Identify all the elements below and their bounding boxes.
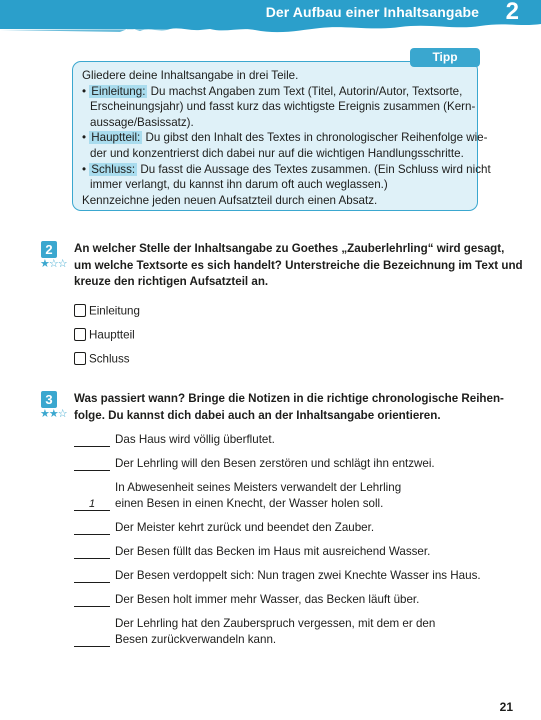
item-text: einen Besen in einen Knecht, der Wasser holen soll. [115, 497, 384, 510]
task-number-badge: 3 [41, 391, 57, 408]
task-number-badge: 2 [41, 241, 57, 258]
item-text: In Abwesenheit seines Meisters verwandelt der Lehrling [115, 481, 402, 494]
page-number: 21 [499, 700, 513, 714]
answer-blank[interactable] [74, 592, 110, 607]
question-line: folge. Du kannst dich dabei auch an der Inhaltsangabe orientieren. [74, 408, 441, 422]
option-hauptteil[interactable] [74, 328, 135, 344]
answer-blank[interactable] [74, 520, 110, 535]
option-schluss[interactable] [74, 352, 130, 368]
answer-blank[interactable] [74, 632, 110, 647]
highlight-schluss: Schluss: [91, 162, 136, 176]
question-line: An welcher Stelle der Inhaltsangabe zu Goethes „Zauberlehrling“ wird gesagt, [74, 242, 505, 255]
tip-line [82, 130, 488, 146]
task2-question [74, 241, 523, 291]
question-line: um welche Textsorte es sich handelt? Unterstreiche die Bezeichnung im Text und [74, 258, 523, 272]
item-text: Besen zurückverwandeln kann. [115, 633, 277, 646]
tip-label: Tipp [410, 48, 480, 67]
difficulty-stars: ★★☆ [40, 408, 67, 420]
difficulty-stars: ★☆☆ [40, 258, 67, 270]
chapter-title: Der Aufbau einer Inhaltsangabe [265, 4, 479, 20]
chapter-number: 2 [505, 0, 519, 25]
tip-text [82, 68, 491, 208]
bullet: • [82, 131, 90, 145]
tip-line [82, 162, 491, 178]
tip-line: der und konzentrierst dich dabei nur auf die wichtigen Handlungsschritte. [90, 146, 464, 160]
question-line: Was passiert wann? Bringe die Notizen in die richtige chronologische Reihen- [74, 392, 504, 405]
highlight-einleitung: Einleitung: [91, 84, 146, 98]
answer-blank[interactable] [74, 456, 110, 471]
item-text: Der Besen holt immer mehr Wasser, das Becken läuft über. [115, 593, 420, 606]
tip-line: Kennzeichne jeden neuen Aufsatzteil durch einen Absatz. [82, 193, 378, 207]
item-text: Der Besen füllt das Becken im Haus mit ausreichend Wasser. [115, 545, 431, 558]
item-text: Der Meister kehrt zurück und beendet den Zauber. [115, 521, 375, 534]
answer-blank[interactable] [74, 568, 110, 583]
answer-blank[interactable] [74, 544, 110, 559]
question-line: kreuze den richtigen Aufsatzteil an. [74, 275, 269, 289]
tip-line: aussage/Basissatz). [90, 115, 194, 129]
tip-line: Erscheinungsjahr) und fasst kurz das wichtigste Ereignis zusammen (Kern- [90, 100, 476, 114]
item-text: Der Besen verdoppelt sich: Nun tragen zwei Knechte Wasser ins Haus. [115, 569, 481, 582]
header-band [0, 0, 541, 38]
item-text: Der Lehrling will den Besen zerstören und schlägt ihn entzwei. [115, 457, 435, 470]
task3-question [74, 391, 504, 424]
bullet: • [82, 84, 90, 98]
checkbox[interactable] [74, 352, 86, 365]
highlight-hauptteil: Hauptteil: [91, 131, 141, 145]
tip-line-text: Du gibst den Inhalt des Textes in chronologischer Reihenfolge wie- [142, 131, 488, 145]
option-label: Hauptteil [89, 328, 135, 342]
tip-line-text: Du machst Angaben zum Text (Titel, Autorin/Autor, Textsorte, [147, 84, 463, 98]
item-text: Das Haus wird völlig überflutet. [115, 433, 275, 446]
answer-blank[interactable] [74, 432, 110, 447]
tip-line: immer verlangt, du kannst ihn darum oft auch weglassen.) [90, 178, 388, 192]
option-label: Einleitung [89, 304, 140, 318]
checkbox[interactable] [74, 328, 86, 341]
item-text: Der Lehrling hat den Zauberspruch vergessen, mit dem er den [115, 617, 436, 630]
tip-line-text: Du fasst die Aussage des Textes zusammen. (Ein Schluss wird nicht [137, 162, 491, 176]
tip-line [82, 84, 472, 100]
answer-blank[interactable]: 1 [74, 496, 110, 511]
tip-line: Gliedere deine Inhaltsangabe in drei Teile. [82, 69, 299, 82]
bullet: • [82, 162, 90, 176]
option-einleitung[interactable] [74, 304, 140, 320]
checkbox[interactable] [74, 304, 86, 317]
option-label: Schluss [89, 352, 130, 366]
